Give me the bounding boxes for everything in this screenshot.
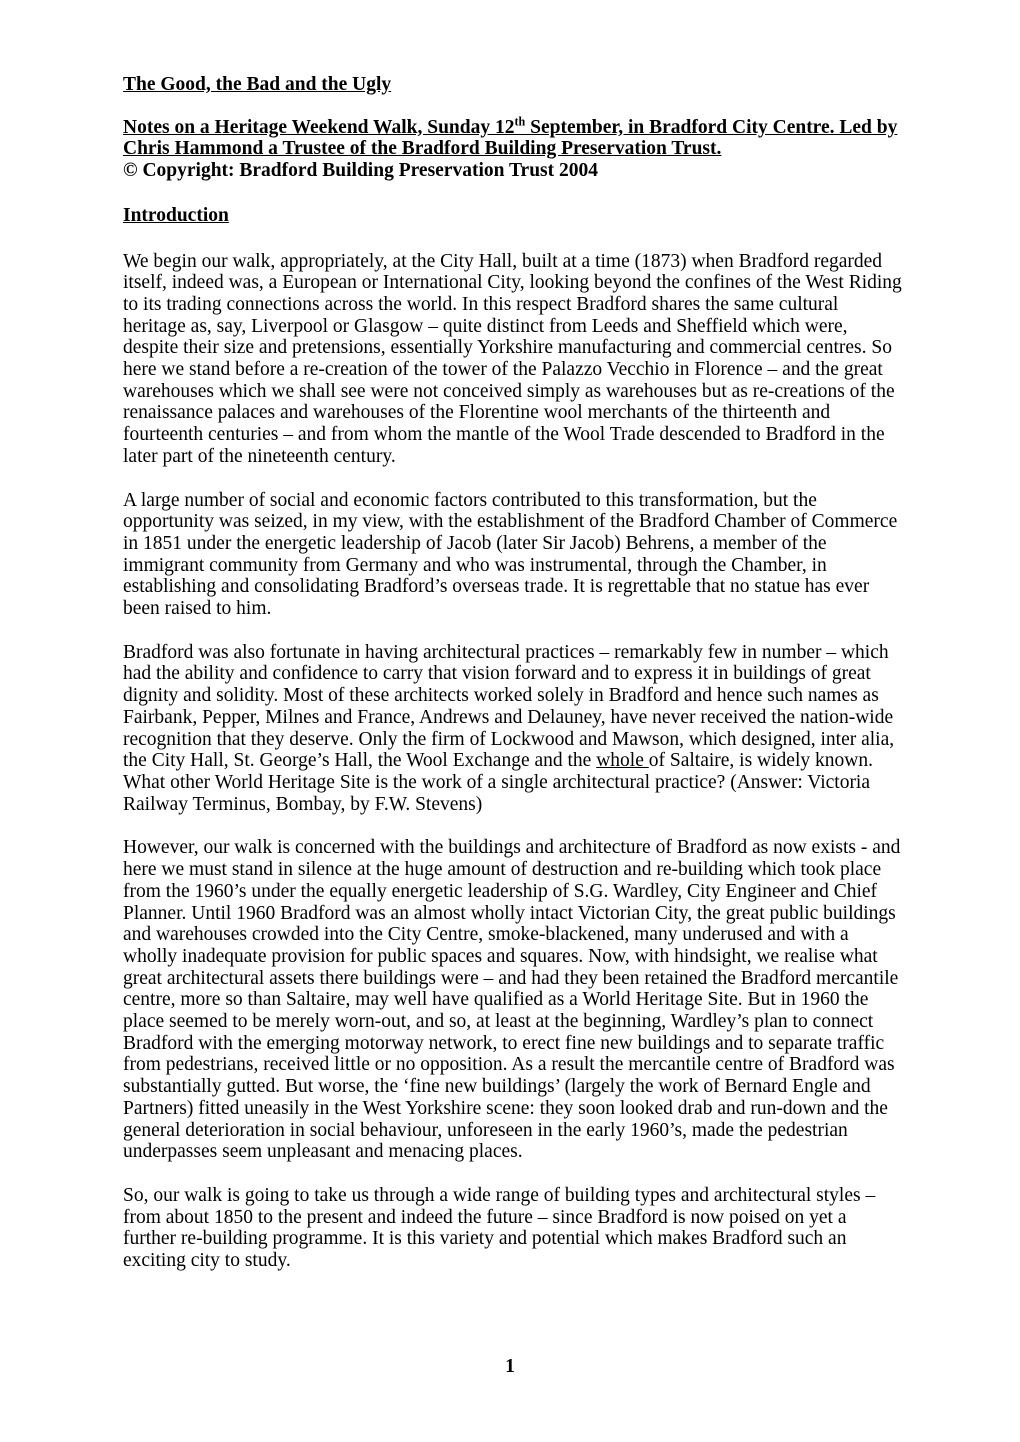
subtitle-underlined-text — [123, 114, 898, 160]
document-title-text: The Good, the Bad and the Ugly — [123, 74, 392, 95]
section-heading-introduction — [123, 205, 903, 227]
ordinal-superscript: th — [514, 114, 526, 129]
paragraph-3-after: of Saltaire, is widely known. What other World Heritage Site is the work of a single architectural practice? (Answer: Victoria Railway Terminus, Bombay, by F.W. Stevens) — [123, 750, 873, 815]
document-subtitle — [123, 114, 903, 160]
paragraph-3-before: Bradford was also fortunate in having architectural practices – remarkably few in number – which had the ability and confidence to carry that vision forward and to express it in buildings of great dignity and solidity. Most of these architects worked solely in Bradford and hence such names as Fairbank, Pepper, Milnes and France, Andrews and Delauney, have never received the nation-wide recognition that they deserve. Only the firm of Lockwood and Mawson, which designed, inter alia, the City Hall, St. George’s Hall, the Wool Exchange and the — [123, 641, 895, 772]
subtitle-part2: September, in Bradford City Centre. Led by Chris Hammond a Trustee of the Bradford Building Preservation Trust. — [123, 116, 898, 160]
paragraph-1: We begin our walk, appropriately, at the City Hall, built at a time (1873) when Bradford regarded itself, indeed was, a European or International City, looking beyond the confines of the West Riding to its trading connections across the world. In this respect Bradford shares the same cultural heritage as, say, Liverpool or Glasgow – quite distinct from Leeds and Sheffield which were, despite their size and pretensions, essentially Yorkshire manufacturing and commercial centres. So here we stand before a re-creation of the tower of the Palazzo Vecchio in Florence – and the great warehouses which we shall see were not conceived simply as warehouses but as re-creations of the renaissance palaces and warehouses of the Florentine wool merchants of the thirteenth and fourteenth centuries – and from whom the mantle of the Wool Trade descended to Bradford in the later part of the nineteenth century. — [123, 250, 902, 467]
subtitle-part1: Notes on a Heritage Weekend Walk, Sunday 12 — [123, 116, 515, 138]
paragraph-3-underlined-word: whole — [596, 750, 649, 772]
copyright-line: © Copyright: Bradford Building Preservation Trust 2004 — [123, 160, 599, 182]
document-subtitle-block — [123, 114, 903, 182]
paragraph-4: However, our walk is concerned with the buildings and architecture of Bradford as now exists - and here we must stand in silence at the huge amount of destruction and re-building which took place from the 1960’s under the equally energetic leadership of S.G. Wardley, City Engineer and Chief Planner. Until 1960 Bradford was an almost wholly intact Victorian City, the great public buildings and warehouses crowded into the City Centre, smoke-blackened, many underused and with a wholly inadequate provision for public spaces and squares. Now, with hindsight, we realise what great architectural assets there buildings were – and had they been retained the Bradford mercantile centre, more so than Saltaire, may well have qualified as a World Heritage Site. But in 1960 the place seemed to be merely worn-out, and so, at least at the beginning, Wardley’s plan to connect Bradford with the emerging motorway network, to erect fine new buildings and to separate traffic from pedestrians, received little or no opposition. As a result the mercantile centre of Bradford was substantially gutted. But worse, the ‘fine new buildings’ (largely the work of Bernard Engle and Partners) fitted uneasily in the West Yorkshire scene: they soon looked drab and run-down and the general deterioration in social behaviour, unforeseen in the early 1960’s, made the pedestrian underpasses seem unpleasant and menacing places. — [123, 837, 901, 1163]
paragraph-3 — [123, 642, 903, 816]
document-title — [123, 74, 903, 96]
page-number: 1 — [505, 1356, 515, 1377]
paragraph-2: A large number of social and economic factors contributed to this transformation, but the opportunity was seized, in my view, with the establishment of the Bradford Chamber of Commerce in 1851 under the energetic leadership of Jacob (later Sir Jacob) Behrens, a member of the immigrant community from Germany and who was instrumental, through the Chamber, in establishing and consolidating Bradford’s overseas trade. It is regrettable that no statue has ever been raised to him. — [123, 489, 898, 620]
paragraph-5: So, our walk is going to take us through a wide range of building types and architectural styles – from about 1850 to the present and indeed the future – since Bradford is now poised on yet a further re-building programme. It is this variety and potential which makes Bradford such an exciting city to study. — [123, 1184, 876, 1272]
section-heading-text: Introduction — [123, 204, 229, 226]
